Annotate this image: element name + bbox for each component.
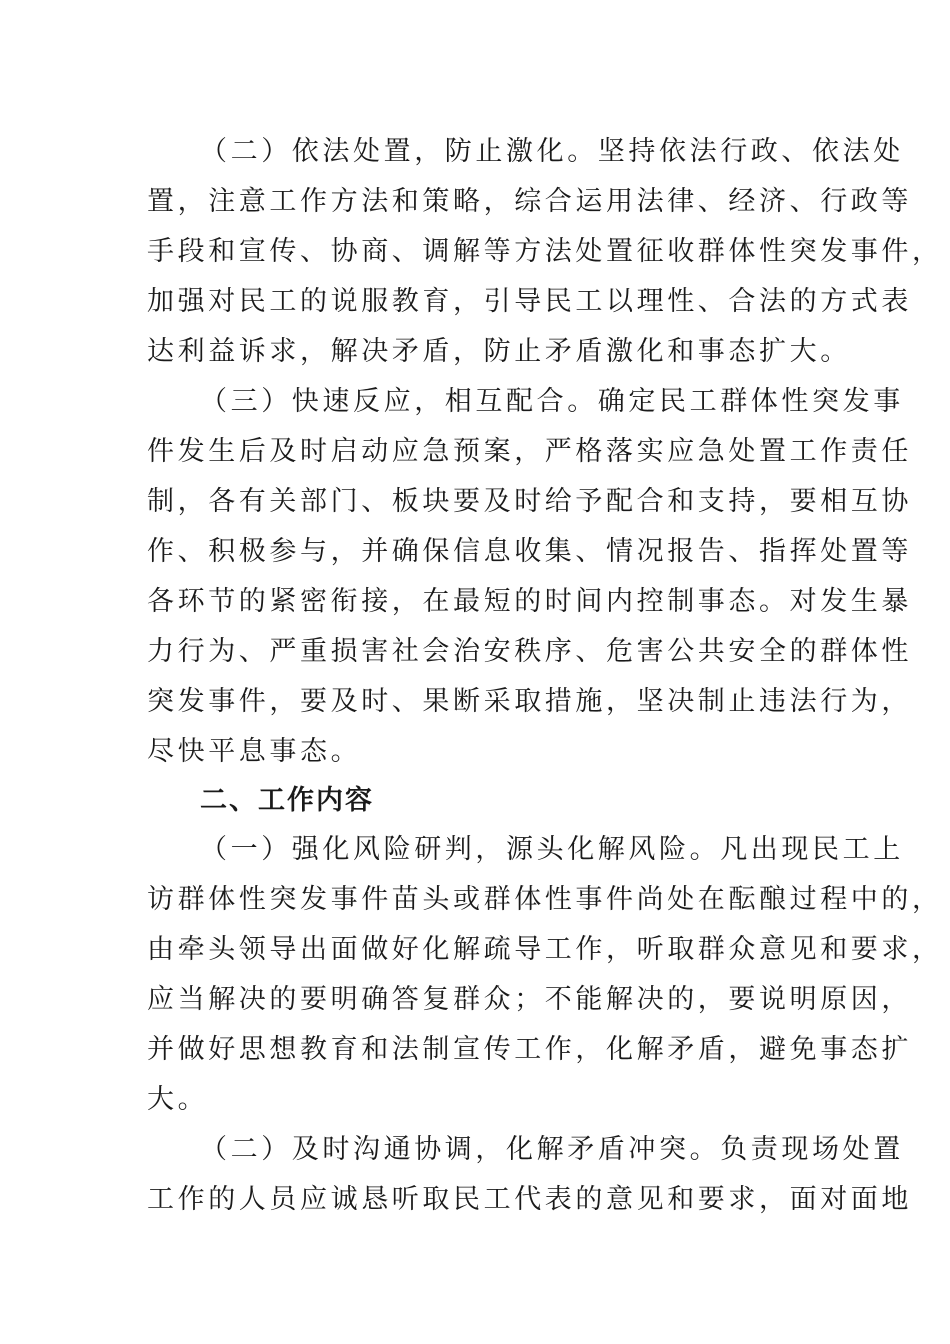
text-line: 各环节的紧密衔接，在最短的时间内控制事态。对发生暴 [147, 586, 912, 617]
text-line: 制，各有关部门、板块要及时给予配合和支持，要相互协 [147, 486, 912, 517]
text-line: 并做好思想教育和法制宣传工作，化解矛盾，避免事态扩 [147, 1034, 912, 1065]
text-line: 应当解决的要明确答复群众；不能解决的，要说明原因， [147, 984, 912, 1015]
section-heading: 二、工作内容 [200, 785, 374, 816]
text-line: 由牵头领导出面做好化解疏导工作，听取群众意见和要求， [147, 934, 943, 965]
text-line: 力行为、严重损害社会治安秩序、危害公共安全的群体性 [147, 636, 912, 667]
text-line: （二）依法处置，防止激化。坚持依法行政、依法处 [200, 136, 904, 167]
text-line: 大。 [147, 1084, 209, 1115]
text-line: 置，注意工作方法和策略，综合运用法律、经济、行政等 [147, 186, 912, 217]
text-line: 突发事件，要及时、果断采取措施，坚决制止违法行为， [147, 686, 912, 717]
text-line: 手段和宣传、协商、调解等方法处置征收群体性突发事件， [147, 236, 943, 267]
text-line: 达利益诉求，解决矛盾，防止矛盾激化和事态扩大。 [147, 336, 851, 367]
text-line: 作、积极参与，并确保信息收集、情况报告、指挥处置等 [147, 536, 912, 567]
text-line: 工作的人员应诚恳听取民工代表的意见和要求，面对面地 [147, 1184, 912, 1215]
text-line: （二）及时沟通协调，化解矛盾冲突。负责现场处置 [200, 1134, 904, 1165]
text-line: 尽快平息事态。 [147, 736, 362, 767]
text-line: 访群体性突发事件苗头或群体性事件尚处在酝酿过程中的， [147, 884, 943, 915]
text-line: 加强对民工的说服教育，引导民工以理性、合法的方式表 [147, 286, 912, 317]
text-line: （三）快速反应，相互配合。确定民工群体性突发事 [200, 386, 904, 417]
text-line: 件发生后及时启动应急预案，严格落实应急处置工作责任 [147, 436, 912, 467]
text-line: （一）强化风险研判，源头化解风险。凡出现民工上 [200, 834, 904, 865]
